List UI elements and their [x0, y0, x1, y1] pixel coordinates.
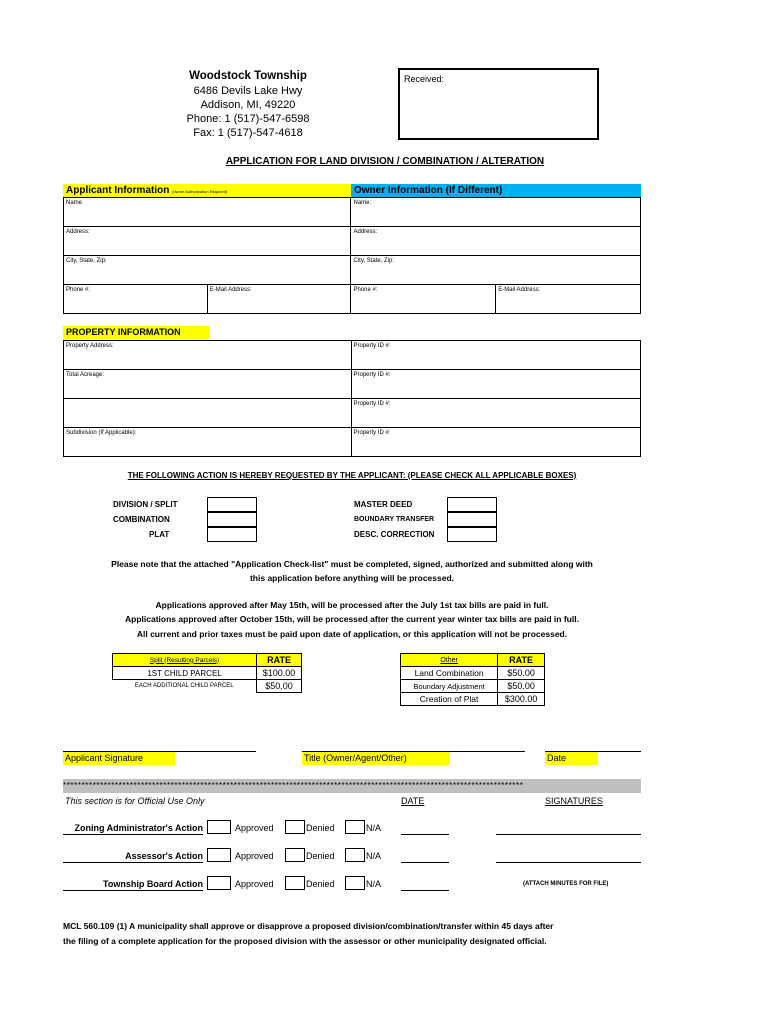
split-rate-header: RATE [257, 654, 302, 667]
split-fee-table [112, 653, 302, 693]
mcl-note-line2: the filing of a complete application for the proposed division with the assessor or other municipality designated official. [63, 936, 547, 946]
owner-email-label: E-Mail Address: [498, 287, 541, 293]
other-fee-table [400, 653, 545, 706]
applicant-section-title: Applicant Information [66, 185, 170, 196]
split-fee-header: Split (Resulting Parcels) [113, 654, 257, 667]
action-label-combination: COMBINATION [113, 515, 170, 524]
zoning-denied-checkbox[interactable] [285, 820, 305, 834]
na-label: N/A [366, 879, 382, 889]
property-id-field-1[interactable] [351, 341, 641, 370]
tax-note-line2: Applications approved after October 15th, will be processed after the current year winter tax bills are paid in full. [125, 614, 579, 624]
action-label-master-deed: MASTER DEED [354, 500, 413, 509]
board-na-checkbox[interactable] [345, 876, 365, 890]
blank-property-field[interactable] [64, 399, 352, 428]
assessor-na-checkbox[interactable] [345, 848, 365, 862]
zoning-action-label: Zoning Administrator's Action [63, 823, 203, 835]
denied-label: Denied [306, 879, 335, 889]
official-use-label: This section is for Official Use Only [65, 796, 205, 806]
action-label-desc-correction: DESC. CORRECTION [354, 530, 435, 539]
approved-label: Approved [235, 879, 274, 889]
org-name: Woodstock Township [189, 70, 307, 82]
property-id-label: Property ID #: [353, 430, 391, 436]
total-acreage-label: Total Acreage: [66, 372, 105, 378]
org-fax: Fax: 1 (517)-547-4618 [193, 127, 303, 139]
checkbox-master-deed[interactable] [447, 497, 497, 512]
action-label-division: DIVISION / SPLIT [113, 500, 178, 509]
owner-address-field[interactable] [351, 227, 641, 256]
assessor-date-line[interactable] [401, 862, 449, 863]
title-label: Title (Owner/Agent/Other) [302, 752, 450, 765]
org-address2: Addison, MI, 49220 [200, 99, 296, 111]
applicant-phone-field[interactable] [64, 285, 208, 314]
property-id-field-4[interactable] [351, 428, 641, 457]
property-section-header: PROPERTY INFORMATION [63, 326, 209, 339]
received-box[interactable] [398, 68, 599, 140]
applicant-section-header [63, 184, 351, 197]
approved-label: Approved [235, 823, 274, 833]
applicant-address-field[interactable] [64, 227, 351, 256]
checkbox-boundary-transfer[interactable] [447, 512, 497, 527]
checkbox-plat[interactable] [207, 527, 257, 542]
attach-minutes-note: (ATTACH MINUTES FOR FILE) [523, 881, 609, 887]
property-address-label: Property Address: [66, 343, 114, 349]
checkbox-division[interactable] [207, 497, 257, 512]
other-fee-header: Other [401, 654, 498, 667]
owner-phone-field[interactable] [351, 285, 496, 314]
fee-label: Land Combination [401, 667, 498, 680]
fee-label: Boundary Adjustment [401, 680, 498, 693]
owner-phone-label: Phone #: [353, 287, 378, 293]
applicant-owner-table [63, 197, 641, 314]
owner-section-title: Owner Information (If Different) [354, 185, 503, 196]
applicant-name-label: Name [66, 200, 83, 206]
fee-rate: $50.00 [498, 680, 545, 693]
property-id-field-2[interactable] [351, 370, 641, 399]
na-label: N/A [366, 823, 382, 833]
owner-address-label: Address: [353, 229, 378, 235]
owner-email-field[interactable] [496, 285, 641, 314]
applicant-address-label: Address: [66, 229, 90, 235]
fee-label: 1ST CHILD PARCEL [113, 667, 257, 680]
zoning-date-line[interactable] [401, 834, 449, 835]
property-table [63, 340, 641, 457]
denied-label: Denied [306, 823, 335, 833]
approved-label: Approved [235, 851, 274, 861]
board-date-line[interactable] [401, 890, 449, 891]
zoning-approved-checkbox[interactable] [207, 820, 231, 834]
fee-rate: $100.00 [257, 667, 302, 680]
checklist-note-line1: Please note that the attached "Application Check-list" must be completed, signed, authorized and submitted along with [111, 559, 593, 569]
assessor-signature-line[interactable] [496, 862, 641, 863]
action-label-boundary-transfer: BOUNDARY TRANSFER [354, 516, 435, 523]
date-label: Date [545, 752, 598, 765]
org-phone: Phone: 1 (517)-547-6598 [186, 113, 310, 125]
tax-note-line3: All current and prior taxes must be paid upon date of application, or this application will not be processed. [136, 629, 568, 639]
zoning-signature-line[interactable] [496, 834, 641, 835]
applicant-city-field[interactable] [64, 256, 351, 285]
org-address1: 6486 Devils Lake Hwy [193, 85, 303, 97]
assessor-denied-checkbox[interactable] [285, 848, 305, 862]
fee-label: EACH ADDITIONAL CHILD PARCEL [113, 680, 257, 693]
separator-bar: **************************************************************************************************************************** [63, 779, 641, 793]
total-acreage-field[interactable] [64, 370, 352, 399]
mcl-note-line1: MCL 560.109 (1) A municipality shall approve or disapprove a proposed division/combination/transfer within 45 days after [63, 921, 554, 931]
official-date-header: DATE [401, 796, 425, 806]
property-address-field[interactable] [64, 341, 352, 370]
board-denied-checkbox[interactable] [285, 876, 305, 890]
checkbox-combination[interactable] [207, 512, 257, 527]
applicant-signature-label: Applicant Signature [63, 752, 175, 765]
applicant-email-label: E-Mail Address: [209, 287, 252, 293]
actions-title: THE FOLLOWING ACTION IS HEREBY REQUESTED BY THE APPLICANT: (PLEASE CHECK ALL APPLICABLE BOXES) [127, 471, 577, 480]
owner-city-field[interactable] [351, 256, 641, 285]
property-id-label: Property ID #: [353, 343, 391, 349]
board-action-label: Township Board Action [63, 879, 203, 891]
assessor-approved-checkbox[interactable] [207, 848, 231, 862]
other-rate-header: RATE [498, 654, 545, 667]
owner-name-field[interactable] [351, 198, 641, 227]
form-title: APPLICATION FOR LAND DIVISION / COMBINATION / ALTERATION [225, 156, 545, 167]
property-id-label: Property ID #: [353, 372, 391, 378]
fee-rate: $50.00 [498, 667, 545, 680]
property-id-field-3[interactable] [351, 399, 641, 428]
owner-section-header [351, 184, 641, 197]
fee-label: Creation of Plat [401, 693, 498, 706]
board-approved-checkbox[interactable] [207, 876, 231, 890]
assessor-action-label: Assessor's Action [63, 851, 203, 863]
zoning-na-checkbox[interactable] [345, 820, 365, 834]
applicant-city-label: City, State, Zip: [66, 258, 107, 264]
received-label: Received: [404, 74, 445, 84]
tax-note-line1: Applications approved after May 15th, will be processed after the July 1st tax bills are paid in full. [155, 600, 549, 610]
denied-label: Denied [306, 851, 335, 861]
fee-rate: $50.00 [257, 680, 302, 693]
property-id-label: Property ID #: [353, 401, 391, 407]
applicant-email-field[interactable] [207, 285, 351, 314]
na-label: N/A [366, 851, 382, 861]
owner-city-label: City, State, Zip: [353, 258, 395, 264]
official-signatures-header: SIGNATURES [545, 796, 603, 806]
checkbox-desc-correction[interactable] [447, 527, 497, 542]
action-label-plat: PLAT [149, 530, 170, 539]
fee-rate: $300.00 [498, 693, 545, 706]
applicant-section-note: (owner Authorization Required) [172, 189, 228, 194]
subdivision-field[interactable] [64, 428, 352, 457]
applicant-name-field[interactable] [64, 198, 351, 227]
subdivision-label: Subdivision (If Applicable): [66, 430, 137, 436]
checklist-note-line2: this application before anything will be processed. [249, 573, 455, 583]
owner-name-label: Name: [353, 200, 372, 206]
applicant-phone-label: Phone #: [66, 287, 91, 293]
